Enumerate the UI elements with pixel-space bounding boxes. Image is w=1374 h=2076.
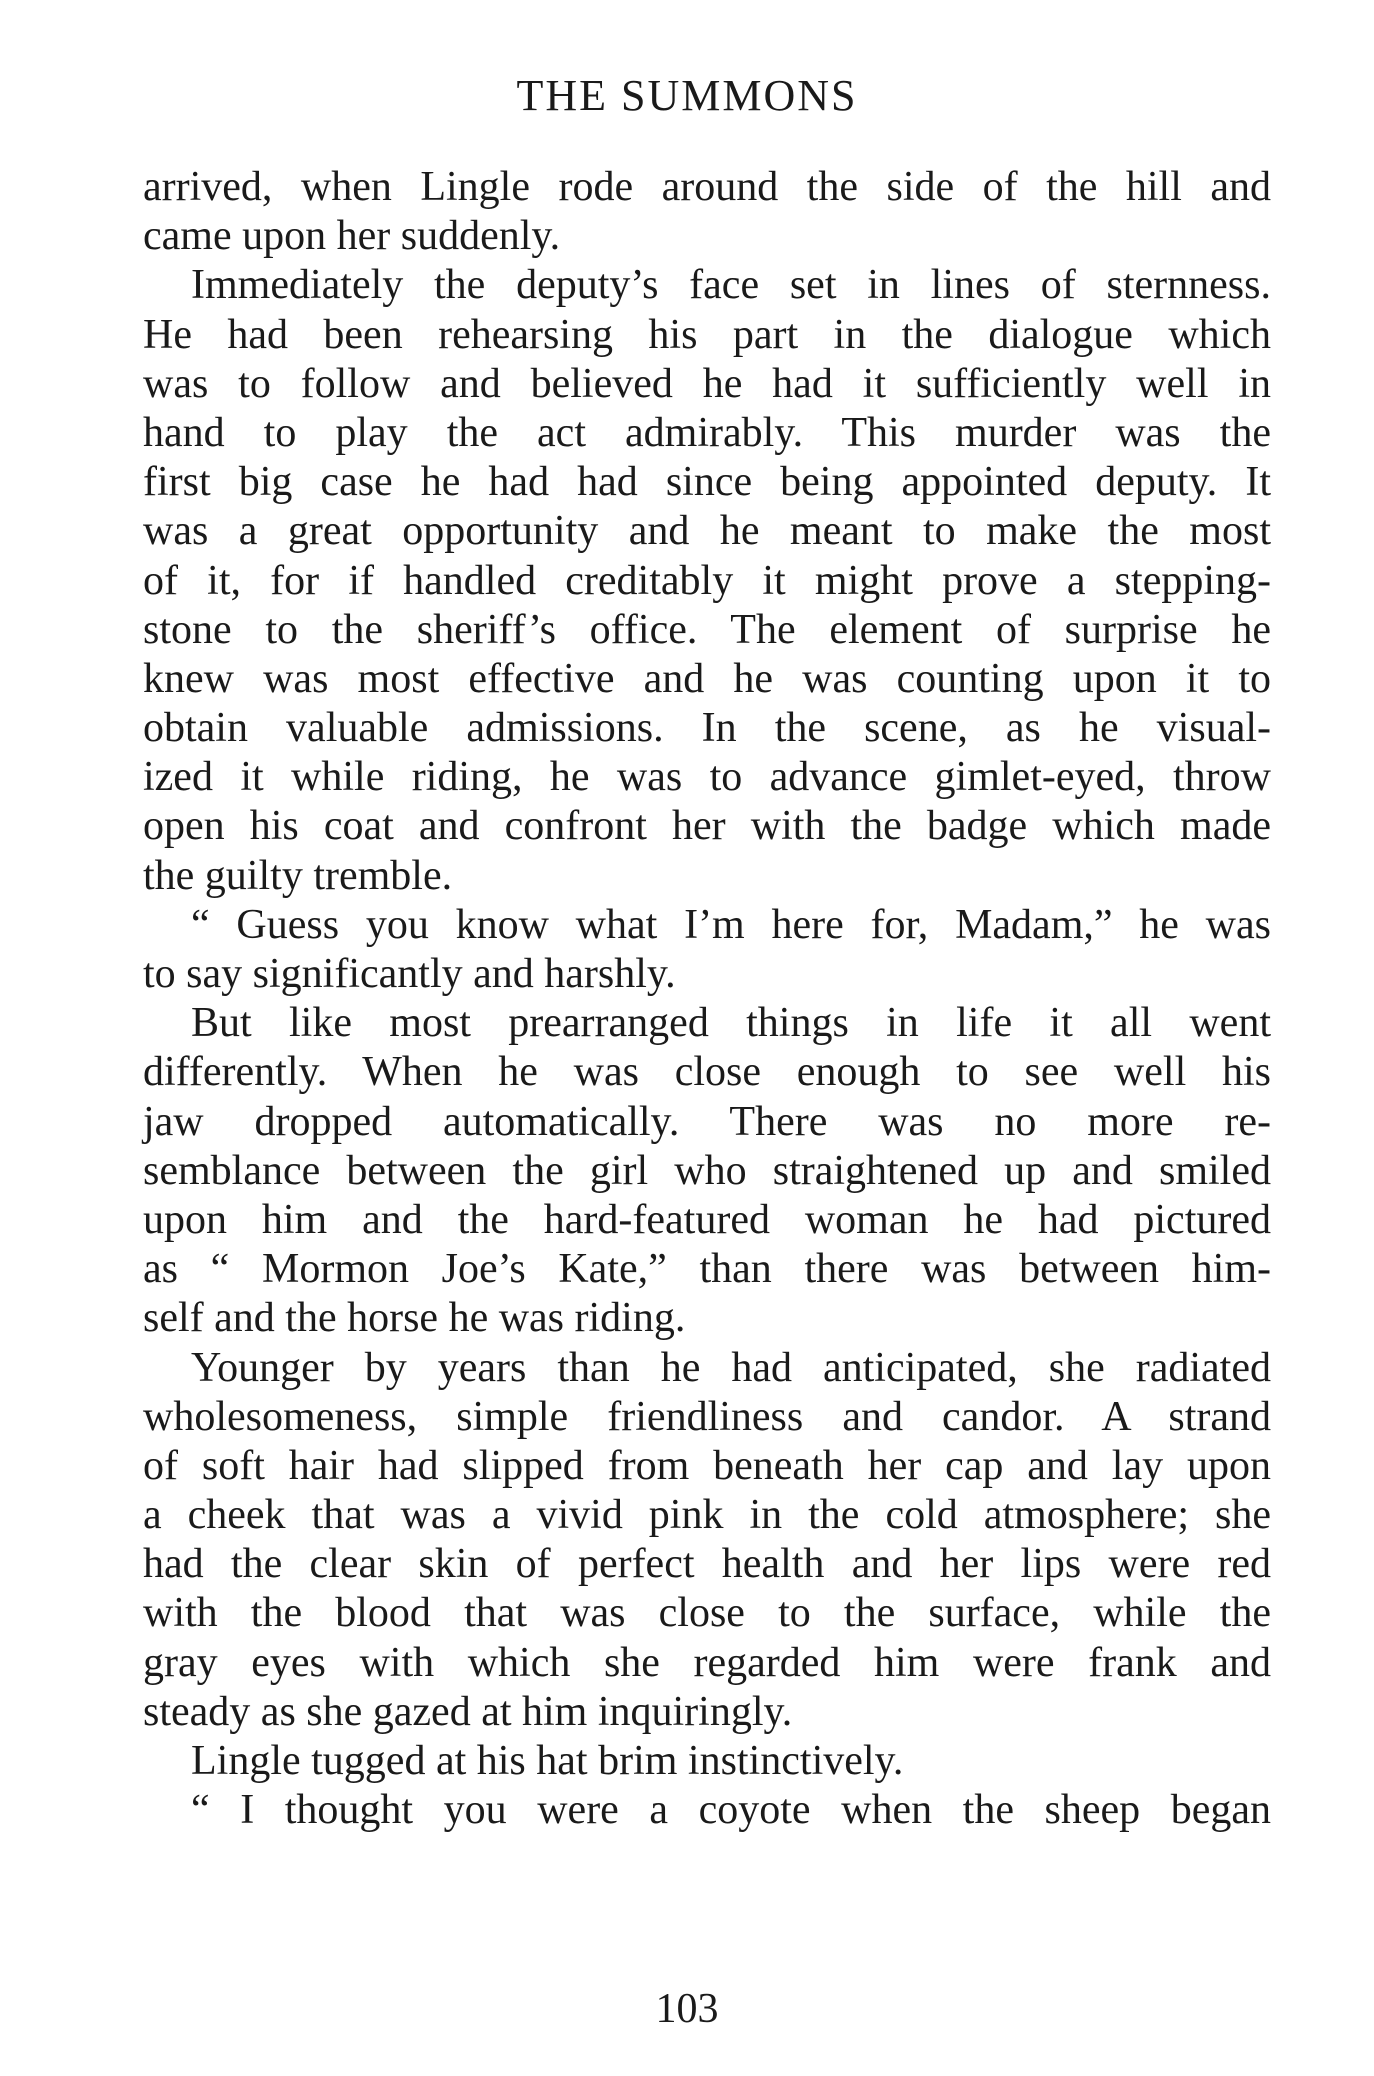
text-line: came upon her suddenly. [143,213,561,260]
text-line: arrived, when Lingle rode around the side of the hill and [143,164,1271,210]
text-line: wholesomeness, simple friendliness and candor. A strand [143,1393,1271,1440]
text-line: obtain valuable admissions. In the scene, as he visual- [143,705,1271,752]
text-line: hand to play the act admirably. This murder was the [143,409,1271,456]
page-body [143,163,1271,1835]
text-line: as “ Mormon Joe’s Kate,” than there was between him- [143,1246,1271,1293]
text-line: upon him and the hard-featured woman he had pictured [143,1196,1271,1243]
text-line: Lingle tugged at his hat brim instinctively. [191,1738,904,1784]
text-line: was a great opportunity and he meant to make the most [143,508,1271,555]
text-line: “ Guess you know what I’m here for, Madam,” he was [191,901,1271,948]
text-line: to say significantly and harshly. [143,951,676,997]
text-line: with the blood that was close to the surface, while the [143,1590,1271,1637]
text-line: the guilty tremble. [143,852,453,899]
text-line: Immediately the deputy’s face set in lines of sternness. [191,262,1271,309]
text-line: ized it while riding, he was to advance gimlet-eyed, throw [143,754,1271,801]
text-line: of it, for if handled creditably it might prove a stepping- [143,557,1271,604]
text-line: stone to the sheriff’s office. The element of surprise he [143,606,1271,653]
text-line: He had been rehearsing his part in the dialogue which [143,311,1271,358]
text-line: self and the horse he was riding. [143,1295,686,1342]
text-line: was to follow and believed he had it sufficiently well in [143,360,1271,407]
text-line: open his coat and confront her with the badge which made [143,803,1271,850]
text-line: first big case he had had since being appointed deputy. It [143,459,1271,506]
text-line: had the clear skin of perfect health and her lips were red [143,1541,1271,1588]
text-line: of soft hair had slipped from beneath her cap and lay upon [143,1442,1271,1489]
text-line: semblance between the girl who straightened up and smiled [143,1147,1271,1194]
text-line: “ I thought you were a coyote when the sheep began [191,1787,1271,1834]
running-header: THE SUMMONS [516,71,858,120]
text-line: jaw dropped automatically. There was no more re- [143,1098,1271,1145]
text-line: differently. When he was close enough to see well his [143,1049,1271,1096]
text-line: Younger by years than he had anticipated, she radiated [191,1344,1271,1391]
text-line: But like most prearranged things in life it all went [191,1000,1271,1047]
text-line: a cheek that was a vivid pink in the cold atmosphere; she [143,1492,1271,1539]
text-line: knew was most effective and he was counting upon it to [143,655,1271,702]
text-line: gray eyes with which she regarded him were frank and [143,1639,1271,1686]
page-number: 103 [655,1986,719,2032]
text-line: steady as she gazed at him inquiringly. [143,1688,793,1735]
